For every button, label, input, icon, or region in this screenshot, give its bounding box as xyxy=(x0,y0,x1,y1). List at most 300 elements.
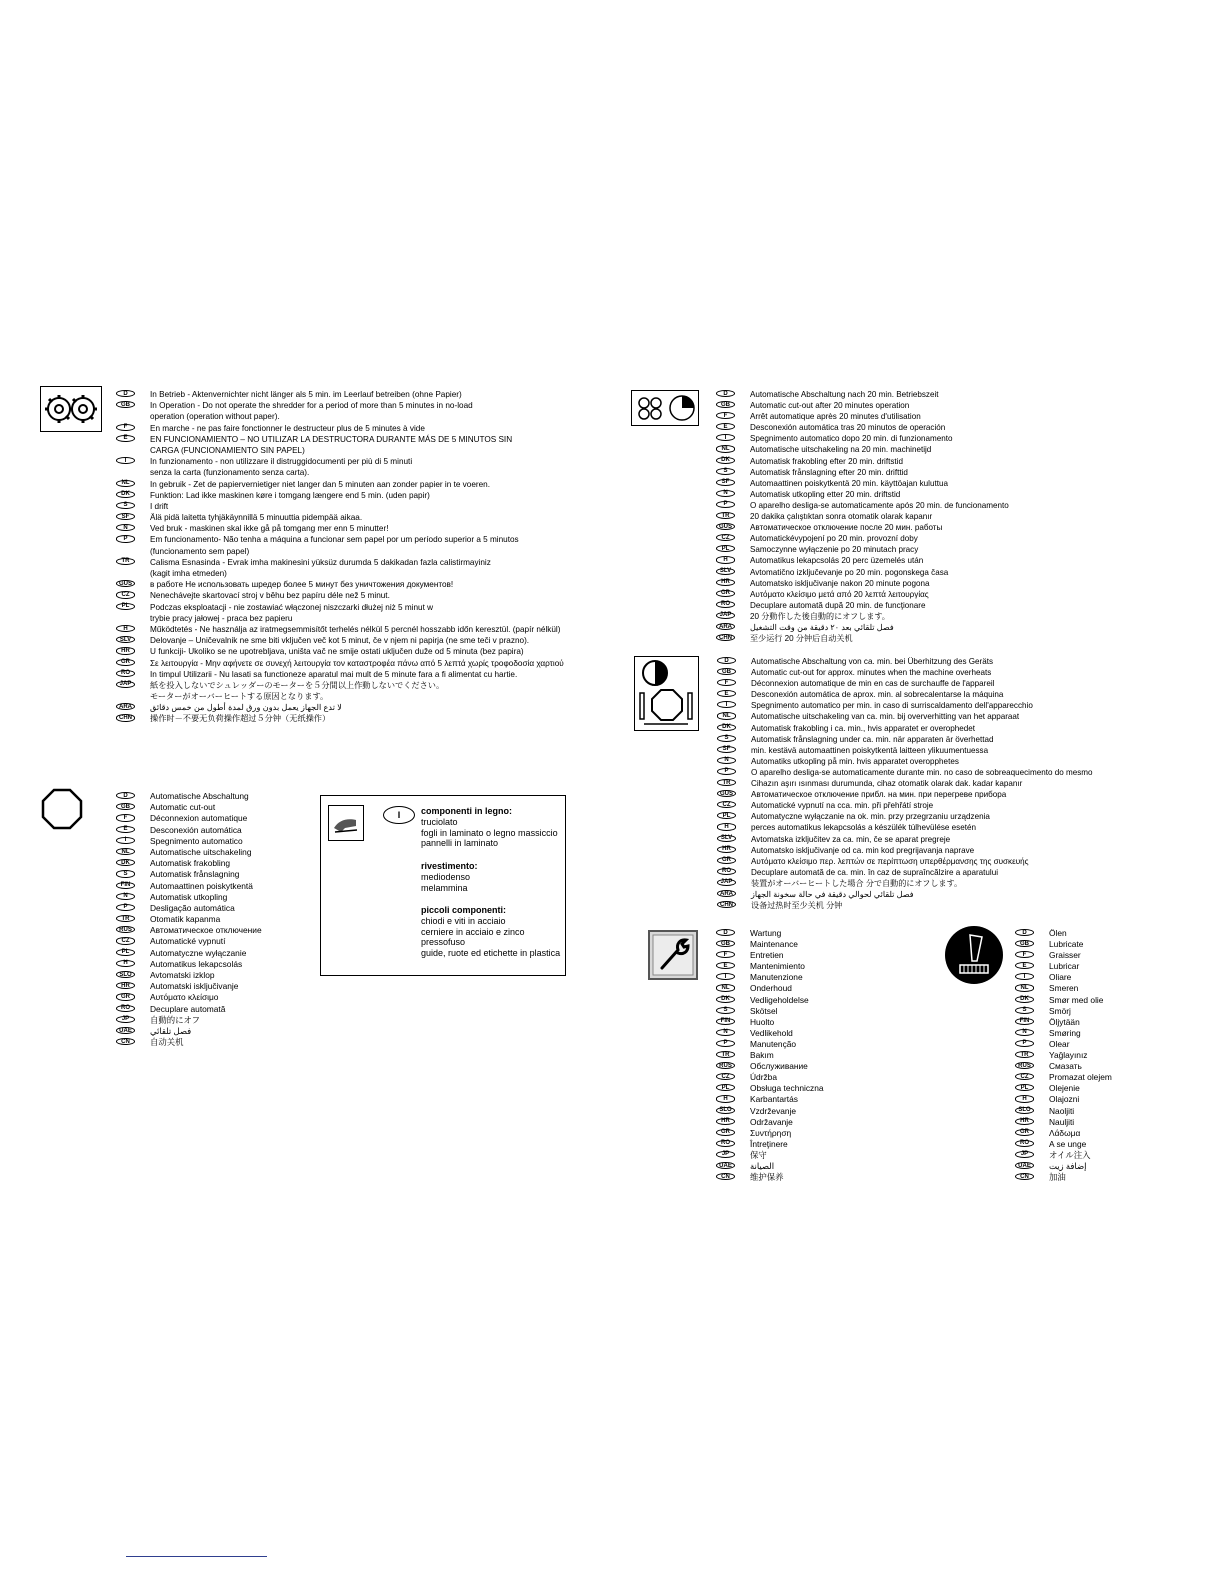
language-code-badge: RUS xyxy=(116,926,135,933)
language-code-badge: NL xyxy=(716,984,735,991)
language-text: Automatisk frakobling efter 20 min. driftstid xyxy=(750,456,903,466)
language-text: 保守 xyxy=(750,1149,767,1160)
language-text: Funktion: Lad ikke maskinen køre i tomgang længere end 5 min. (uden papir) xyxy=(150,490,430,500)
language-text: 自動的にオフ xyxy=(150,1014,200,1025)
language-text: Automatické vypnutí na cca. min. při přehřátí stroje xyxy=(751,801,934,811)
language-text: Λάδωμα xyxy=(1049,1127,1081,1138)
language-code-badge: CZ xyxy=(116,591,135,598)
language-code-badge: P xyxy=(116,535,135,542)
language-code-badge: P xyxy=(717,768,736,775)
language-code-badge: HR xyxy=(116,647,135,654)
language-text: Обслуживание xyxy=(750,1061,808,1072)
wood-components-line: truciolato xyxy=(421,817,458,827)
gears-timer-icon xyxy=(631,390,699,426)
language-code-badge: NL xyxy=(1015,984,1034,991)
small-components-line: cerniere in acciaio e zinco xyxy=(421,926,525,937)
hand-wood-icon xyxy=(328,805,364,841)
language-code-badge: N xyxy=(116,524,135,531)
language-text: فصل تلقائي لحوالي دقيقة في حالة سخونة الجهاز xyxy=(751,889,914,899)
language-text: Automatic cut-out xyxy=(150,802,216,813)
language-text: In timpul Utilizarii - Nu lasati sa functioneze aparatul mai mult de 5 minute fara a fi alimentat cu hartie. xyxy=(150,669,518,679)
language-code-badge: RO xyxy=(116,670,135,677)
language-code-badge: UAE xyxy=(1015,1162,1034,1169)
language-code-badge: CZ xyxy=(717,801,736,808)
language-text: 紙を投入しないでシュレッダーのモーターを５分間以上作動しないでください。 xyxy=(150,680,445,690)
language-code-badge: NL xyxy=(116,848,135,855)
wood-components-title: componenti in legno: xyxy=(421,806,512,816)
language-code-badge: F xyxy=(717,679,736,686)
language-code-badge: SLO xyxy=(1015,1107,1034,1114)
language-code-badge: FIN xyxy=(716,1018,735,1025)
language-code-badge: D xyxy=(716,390,735,397)
language-text: En marche - ne pas faire fonctionner le destructeur plus de 5 minutes à vide xyxy=(150,423,425,433)
language-text: Promazat olejem xyxy=(1049,1072,1112,1083)
language-text: Automatyczne wyłączanie xyxy=(150,947,247,958)
language-code-badge: TR xyxy=(1015,1051,1034,1058)
language-code-badge: CHN xyxy=(116,714,135,721)
language-text: Bakım xyxy=(750,1050,774,1061)
language-code-badge: JAP xyxy=(717,879,736,886)
language-code-badge: CZ xyxy=(716,1073,735,1080)
language-text: Automatisk utkopling etter 20 min. driftstid xyxy=(750,489,901,499)
language-text: Déconnexion automatique de min en cas de surchauffe de l'appareil xyxy=(751,679,995,689)
small-components-title: piccoli componenti: xyxy=(421,905,507,915)
language-code-badge: GB xyxy=(1015,940,1034,947)
language-code-badge: GR xyxy=(116,993,135,1000)
language-text: لا تدع الجهاز يعمل بدون ورق لمدة أطول من خمس دقائق xyxy=(150,703,342,713)
language-text: Maintenance xyxy=(750,939,798,950)
language-code-badge: H xyxy=(717,823,736,830)
language-text: Lubricate xyxy=(1049,939,1084,950)
language-code-badge: P xyxy=(716,1040,735,1047)
language-text: Smør med olie xyxy=(1049,994,1104,1005)
language-text: Működtetés - Ne használja az iratmegsemmisítőt terhelés nélkül 5 percnél hosszabb időn keresztül. (papír nélkül) xyxy=(150,624,561,634)
language-text: O aparelho desliga-se automaticamente após 20 min. de funcionamento xyxy=(750,500,1009,510)
language-text: Automatsko isključivanje od ca. min kod pregrijavanja naprave xyxy=(751,845,975,855)
language-text: Älä pidä laitetta tyhjäkäynnillä 5 minuuttia pidempää aikaa. xyxy=(150,513,363,523)
oil-icon xyxy=(944,925,1004,985)
language-code-badge: S xyxy=(717,735,736,742)
language-text: CARGA (FUNCIONAMIENTO SIN PAPEL) xyxy=(150,445,305,455)
language-text: Mantenimiento xyxy=(750,961,805,972)
language-text: 加油 xyxy=(1049,1172,1066,1183)
language-text: Автоматическое отключение xyxy=(150,925,262,936)
language-code-badge: JAP xyxy=(116,681,135,688)
language-code-badge: I xyxy=(116,837,135,844)
language-code-badge: HR xyxy=(116,982,135,989)
language-text: O aparelho desliga-se automaticamente durante min. no caso de sobreaquecimento do mesmo xyxy=(751,767,1093,777)
language-code-badge: NL xyxy=(116,480,135,487)
language-text: Cihazın aşırı ısınması durumunda, cihaz otomatik olarak dak. kadar kapanır xyxy=(751,779,1023,789)
language-code-badge: NL xyxy=(717,712,736,719)
language-text: Αυτόματο κλείσιμο μετά από 20 λεπτά λειτουργίας xyxy=(750,589,929,599)
coating-line: mediodenso xyxy=(421,872,471,882)
language-code-badge: UAE xyxy=(716,1162,735,1169)
language-text: In gebruik - Zet de papiervernietiger niet langer dan 5 minuten aan zonder papier in te voeren. xyxy=(150,479,490,489)
language-code-badge: N xyxy=(716,1029,735,1036)
language-text: Automaattinen poiskytkentä xyxy=(150,880,253,891)
language-text: Automatische Abschaltung von ca. min. bei Überhitzung des Geräts xyxy=(751,657,994,666)
language-text: Desconexión automática tras 20 minutos de operación xyxy=(750,423,946,433)
language-code-badge: NL xyxy=(716,445,735,452)
language-code-badge: H xyxy=(1015,1095,1034,1102)
language-code-badge: S xyxy=(716,468,735,475)
language-code-badge: E xyxy=(716,962,735,969)
language-text: Karbantartás xyxy=(750,1094,798,1105)
language-text: Автоматическое отключение прибл. на мин. при перегреве прибора xyxy=(751,790,1007,800)
language-code-badge: P xyxy=(1015,1040,1034,1047)
language-code-badge: JP xyxy=(1015,1151,1034,1158)
language-code-badge: I xyxy=(716,973,735,980)
language-text: EN FUNCIONAMIENTO – NO UTILIZAR LA DESTRUCTORA DURANTE MÁS DE 5 MINUTOS SIN xyxy=(150,434,513,444)
language-code-badge: HR xyxy=(716,579,735,586)
wood-components-line: pannelli in laminato xyxy=(421,838,499,848)
language-text: Lubricar xyxy=(1049,961,1080,972)
language-text: Em funcionamento- Não tenha a máquina a funcionar sem papel por um período superior a 5 minutos xyxy=(150,535,519,545)
language-text: Oliare xyxy=(1049,972,1072,983)
language-code-badge: RO xyxy=(716,601,735,608)
language-text: Spegnimento automatico per min. in caso di surriscaldamento dell'apparecchio xyxy=(751,701,1033,711)
language-text: Olajozni xyxy=(1049,1094,1080,1105)
language-text: Spegnimento automatico dopo 20 min. di funzionamento xyxy=(750,434,953,444)
language-code-badge: N xyxy=(716,490,735,497)
language-text: Avtomatski izklop xyxy=(150,970,215,980)
language-code-badge: H xyxy=(116,960,135,967)
language-text: In Betrieb - Aktenvernichter nicht länger als 5 min. im Leerlauf betreiben (ohne Papier) xyxy=(150,390,462,399)
language-text: Decuplare automată de ca. min. în caz de supraîncălzire a aparatului xyxy=(751,867,998,877)
language-code-badge: SF xyxy=(717,746,736,753)
language-code-badge: SLV xyxy=(116,636,135,643)
language-text: 自动关机 xyxy=(150,1037,184,1048)
language-code-badge: GR xyxy=(716,1129,735,1136)
language-text: U funkciji- Ukoliko se ne upotrebljava, uništa vač ne smije ostati uključen duže od 5 minuta (bez papira) xyxy=(150,647,524,657)
language-code-badge: GB xyxy=(716,401,735,408)
language-code-badge: N xyxy=(1015,1029,1034,1036)
language-text: Automatisk frakobling i ca. min., hvis apparatet er overophedet xyxy=(751,723,976,733)
language-text: Automatic cut-out for approx. minutes when the machine overheats xyxy=(751,668,992,678)
language-text: الصيانة xyxy=(750,1160,775,1171)
language-text: Συντήρηση xyxy=(750,1127,792,1138)
language-code-badge: SLO xyxy=(716,1107,735,1114)
language-text: Öljytään xyxy=(1049,1016,1080,1027)
language-text: Automatisk utkopling xyxy=(150,891,228,902)
language-code-badge: I xyxy=(716,434,735,441)
language-text: Automatic cut-out after 20 minutes operation xyxy=(750,401,910,411)
language-text: в работе Не использовать шредер более 5 минут без уничтожения документов! xyxy=(150,580,454,590)
language-text: (funcionamento sem papel) xyxy=(150,546,250,556)
language-text: Αυτόματο κλείσιμο περ. λεπτών σε περίπτωση υπερθέρμανσης της συσκευής xyxy=(751,856,1029,866)
language-text: Vzdrževanje xyxy=(750,1105,797,1116)
language-code-badge: GUS xyxy=(116,580,135,587)
language-code-badge: RO xyxy=(716,1140,735,1147)
language-code-badge: TR xyxy=(717,779,736,786)
language-code-badge: ARA xyxy=(717,890,736,897)
language-code-badge: GR xyxy=(1015,1129,1034,1136)
language-text: Manutenzione xyxy=(750,972,803,983)
language-text: 操作时－不要无负荷操作超过５分钟（无纸操作） xyxy=(150,714,331,724)
language-text: In Operation - Do not operate the shredder for a period of more than 5 minutes in no-load xyxy=(150,401,473,411)
language-code-badge: E xyxy=(716,423,735,430)
language-text: Olejenie xyxy=(1049,1083,1080,1094)
language-code-badge: GR xyxy=(717,857,736,864)
language-code-badge: PL xyxy=(717,812,736,819)
language-text: Automaattinen poiskytkentä 20 min. käyttöajan kuluttua xyxy=(750,478,948,488)
language-code-badge: JP xyxy=(716,1151,735,1158)
language-text: Desligação automática xyxy=(150,902,235,913)
language-text: Automatische uitschakeling na 20 min. machinetijd xyxy=(750,445,932,455)
gears-icon xyxy=(40,386,102,432)
language-code-badge: D xyxy=(116,792,135,799)
language-text: Automatische Abschaltung xyxy=(150,791,249,801)
language-code-badge: CZ xyxy=(116,937,135,944)
language-text: 20 dakika çalıştıktan sonra otomatik olarak kapanır xyxy=(750,512,933,522)
language-text: Desconexión automática de aprox. min. al sobrecalentarse la máquina xyxy=(751,690,1004,700)
language-code-badge: E xyxy=(1015,962,1034,969)
stop-octagon-icon xyxy=(41,788,83,830)
language-code-badge: GB xyxy=(116,803,135,810)
language-text: Nenechávejte skartovací stroj v běhu bez papíru déle než 5 minut. xyxy=(150,591,390,601)
language-code-badge: D xyxy=(717,657,736,664)
language-text: 20 分動作した後自動的にオフします。 xyxy=(750,611,890,621)
language-code-badge: RO xyxy=(1015,1140,1034,1147)
language-text: Održavanje xyxy=(750,1116,793,1127)
language-code-badge: I xyxy=(1015,973,1034,980)
language-text: In funzionamento - non utilizzare il distruggidocumenti per più di 5 minuti xyxy=(150,457,413,467)
language-code-badge: PL xyxy=(1015,1084,1034,1091)
language-text: オイル注入 xyxy=(1049,1149,1091,1160)
language-code-badge: E xyxy=(717,690,736,697)
language-text: فصل تلقائي xyxy=(150,1025,192,1036)
language-text: Obsługa techniczna xyxy=(750,1083,824,1094)
language-text: 维护保养 xyxy=(750,1172,784,1183)
language-text: I drift xyxy=(150,501,169,511)
language-text: trybie pracy jałowej - praca bez papieru xyxy=(150,613,293,623)
language-code-badge: RUS xyxy=(716,1062,735,1069)
language-text: (kagit imha etmeden) xyxy=(150,569,227,578)
language-code-badge: E xyxy=(116,435,135,442)
language-text: Avtomatska izključitev za ca. min, če se aparat pregreje xyxy=(751,834,951,844)
language-code-badge: H xyxy=(716,1095,735,1102)
language-text: Σε λειτουργία - Μην αφήνετε σε συνεχή λειτουργία τον καταστροφέα πάνω από 5 λεπτά χωρίς τροφοδοσία χαρτιού xyxy=(150,658,564,668)
language-code-badge: HR xyxy=(717,846,736,853)
language-code-badge: H xyxy=(716,556,735,563)
language-text: Nauljiti xyxy=(1049,1116,1075,1127)
language-code-badge: E xyxy=(116,826,135,833)
language-code-badge: CHN xyxy=(716,634,735,641)
language-code-badge: PL xyxy=(116,949,135,956)
language-text: Automatisk frakobling xyxy=(150,858,231,869)
language-code-badge: CN xyxy=(1015,1173,1034,1180)
language-text: Yağlayınız xyxy=(1049,1050,1088,1061)
language-text: perces automatikus lekapcsolás a készülék túlhevülése esetén xyxy=(751,823,976,833)
language-code-badge: S xyxy=(1015,1007,1034,1014)
language-code-badge: GB xyxy=(116,401,135,408)
language-code-badge: DK xyxy=(1015,996,1034,1003)
small-components-line: pressofuso xyxy=(421,937,466,947)
wood-components-line: fogli in laminato o legno massiccio xyxy=(421,827,558,838)
language-code-badge: H xyxy=(116,625,135,632)
language-code-badge: I xyxy=(383,806,415,824)
language-code-badge: N xyxy=(717,757,736,764)
language-text: Smörj xyxy=(1049,1005,1071,1016)
language-text: Graisser xyxy=(1049,950,1081,961)
language-code-badge: TR xyxy=(716,512,735,519)
language-code-badge: SLV xyxy=(716,568,735,575)
language-code-badge: HR xyxy=(716,1118,735,1125)
language-code-badge: TR xyxy=(116,915,135,922)
language-text: Desconexión automática xyxy=(150,824,242,835)
language-code-badge: D xyxy=(116,390,135,397)
small-components-line: chiodi e viti in acciaio xyxy=(421,916,506,926)
language-text: 设备过热时至少关机 分钟 xyxy=(751,901,843,911)
language-code-badge: D xyxy=(1015,929,1034,936)
language-text: Автоматическое отключение после 20 мин. работы xyxy=(750,523,943,533)
language-text: Calisma Esnasinda - Evrak imha makinesini yüksüz durumda 5 dakikadan fazla calistirmayiniz xyxy=(150,557,491,567)
language-text: Αυτόματο κλείσιμο xyxy=(150,992,219,1003)
language-code-badge: F xyxy=(116,814,135,821)
language-code-badge: SLO xyxy=(116,971,135,978)
language-code-badge: S xyxy=(116,870,135,877)
language-code-badge: TR xyxy=(116,558,135,565)
language-code-badge: F xyxy=(116,424,135,431)
language-code-badge: D xyxy=(716,929,735,936)
language-code-badge: CZ xyxy=(716,534,735,541)
language-text: فصل تلقائي بعد ٢٠ دقيقة من وقت التشغيل xyxy=(750,622,894,632)
language-text: Entretien xyxy=(750,950,784,961)
small-components-line: guide, ruote ed etichette in plastica xyxy=(421,947,561,958)
language-code-badge: SLV xyxy=(717,835,736,842)
language-text: Delovanje – Uničevalnik ne sme biti vključen več kot 5 minut, če v njem ni papirja (ne sme teči v prazno). xyxy=(150,636,530,646)
language-code-badge: CN xyxy=(716,1173,735,1180)
language-code-badge: P xyxy=(116,904,135,911)
language-code-badge: PL xyxy=(716,1084,735,1091)
language-text: Skötsel xyxy=(750,1005,778,1016)
language-text: Ved bruk - maskinen skal ikke gå på tomgang mer enn 5 minutter! xyxy=(150,524,389,534)
language-text: Vedlikehold xyxy=(750,1027,793,1038)
language-code-badge: GB xyxy=(717,668,736,675)
language-text: Automatisk frånslagning under ca. min. när apparaten är överhettad xyxy=(751,734,994,744)
language-text: Manutenção xyxy=(750,1038,797,1049)
language-text: Arrêt automatique après 20 minutes d'utilisation xyxy=(750,412,921,422)
language-text: Automatikus lekapcsolás xyxy=(150,958,243,969)
language-text: モーターがオーバーヒートする原因となります。 xyxy=(150,692,329,702)
language-text: Naoljiti xyxy=(1049,1105,1075,1116)
language-text: Automatickévypojení po 20 min. provozní doby xyxy=(750,534,918,544)
language-code-badge: DK xyxy=(717,724,736,731)
language-code-badge: P xyxy=(716,501,735,508)
materials-box xyxy=(320,795,566,976)
language-text: Automatische uitschakeling van ca. min. bij oververhitting van het apparaat xyxy=(751,712,1020,722)
language-text: Decuplare automată după 20 min. de funcţionare xyxy=(750,600,926,610)
language-text: 至少运行 20 分钟后自动关机 xyxy=(750,634,853,644)
language-code-badge: I xyxy=(717,701,736,708)
coating-title: rivestimento: xyxy=(421,861,478,871)
language-code-badge: GUS xyxy=(716,523,735,530)
language-code-badge: GR xyxy=(716,590,735,597)
language-code-badge: CZ xyxy=(1015,1073,1034,1080)
language-code-badge: GR xyxy=(116,659,135,666)
language-text: min. kestävä automaattinen poiskytkentä laitteen ylikuumentuessa xyxy=(751,745,989,755)
language-text: Údržba xyxy=(750,1072,777,1083)
language-code-badge: CHN xyxy=(717,901,736,908)
language-code-badge: FIN xyxy=(1015,1018,1034,1025)
language-code-badge: N xyxy=(116,893,135,900)
language-text: Смазать xyxy=(1049,1061,1082,1072)
language-text: Wartung xyxy=(750,928,782,938)
language-text: Podczas eksploatacji - nie zostawiać włączonej niszczarki dłużej niż 5 minut w xyxy=(150,602,434,612)
language-text: Vedligeholdelse xyxy=(750,994,809,1005)
language-code-badge: GUS xyxy=(717,790,736,797)
language-text: Decuplare automată xyxy=(150,1003,226,1014)
language-code-badge: F xyxy=(716,951,735,958)
language-code-badge: SF xyxy=(116,513,135,520)
language-text: A se unge xyxy=(1049,1138,1087,1149)
language-code-badge: UAE xyxy=(116,1027,135,1034)
language-text: Huolto xyxy=(750,1016,775,1027)
language-text: Déconnexion automatique xyxy=(150,813,248,824)
language-code-badge: FIN xyxy=(116,882,135,889)
language-code-badge: S xyxy=(116,502,135,509)
language-text: Automatyczne wyłączanie na ok. min. przy przegrzaniu urządzenia xyxy=(751,812,990,822)
language-text: Automatisk frånslagning xyxy=(150,869,240,880)
language-text: senza la carta (funzionamento senza carta). xyxy=(150,468,310,478)
language-code-badge: ARA xyxy=(716,623,735,630)
language-code-badge: F xyxy=(716,412,735,419)
language-code-badge: DK xyxy=(716,457,735,464)
language-code-badge: F xyxy=(1015,951,1034,958)
overheat-icon xyxy=(634,656,699,731)
coating-line: melammina xyxy=(421,882,468,893)
language-text: Avtomatično izključevanje po 20 min. pogonskega časa xyxy=(750,567,949,577)
language-text: Olear xyxy=(1049,1038,1070,1049)
language-text: Automatische uitschakeling xyxy=(150,846,252,857)
language-text: Automatsko isključivanje nakon 20 minute pogona xyxy=(750,578,930,588)
language-code-badge: RO xyxy=(116,1005,135,1012)
language-text: Automatické vypnutí xyxy=(150,936,226,947)
language-code-badge: PL xyxy=(116,603,135,610)
language-code-badge: CN xyxy=(116,1038,135,1045)
language-code-badge: I xyxy=(116,457,135,464)
language-text: Ölen xyxy=(1049,928,1067,938)
language-code-badge: ARA xyxy=(116,703,135,710)
language-code-badge: TR xyxy=(716,1051,735,1058)
language-text: Automatisk frånslagning efter 20 min. drifttid xyxy=(750,467,908,477)
language-text: Smeren xyxy=(1049,983,1079,994)
language-code-badge: JP xyxy=(116,1016,135,1023)
language-code-badge: DK xyxy=(716,996,735,1003)
language-text: Automatische Abschaltung nach 20 min. Betriebszeit xyxy=(750,390,939,399)
language-text: Spegnimento automatico xyxy=(150,835,243,846)
language-code-badge: RO xyxy=(717,868,736,875)
language-code-badge: JAP xyxy=(716,612,735,619)
language-text: Otomatik kapanma xyxy=(150,914,221,925)
language-code-badge: HR xyxy=(1015,1118,1034,1125)
footer-link-underline xyxy=(126,1556,267,1557)
language-code-badge: SF xyxy=(716,479,735,486)
language-text: 装置がオーバーヒートした場合 分で自動的にオフします。 xyxy=(751,878,963,888)
language-text: إضافة زيت xyxy=(1049,1160,1087,1171)
language-text: Întreţinere xyxy=(750,1138,788,1149)
language-code-badge: DK xyxy=(116,859,135,866)
language-code-badge: PL xyxy=(716,545,735,552)
language-code-badge: S xyxy=(716,1007,735,1014)
language-text: Samoczynne wyłączenie po 20 minutach pracy xyxy=(750,545,919,555)
language-text: Automatiks utkopling på min. hvis apparatet overopphetes xyxy=(751,756,959,766)
language-text: Automatikus lekapcsolás 20 perc üzemelés után xyxy=(750,556,924,566)
language-text: Automatski isključivanje xyxy=(150,981,239,992)
language-text: operation (operation without paper). xyxy=(150,412,280,422)
language-text: Smøring xyxy=(1049,1027,1081,1038)
